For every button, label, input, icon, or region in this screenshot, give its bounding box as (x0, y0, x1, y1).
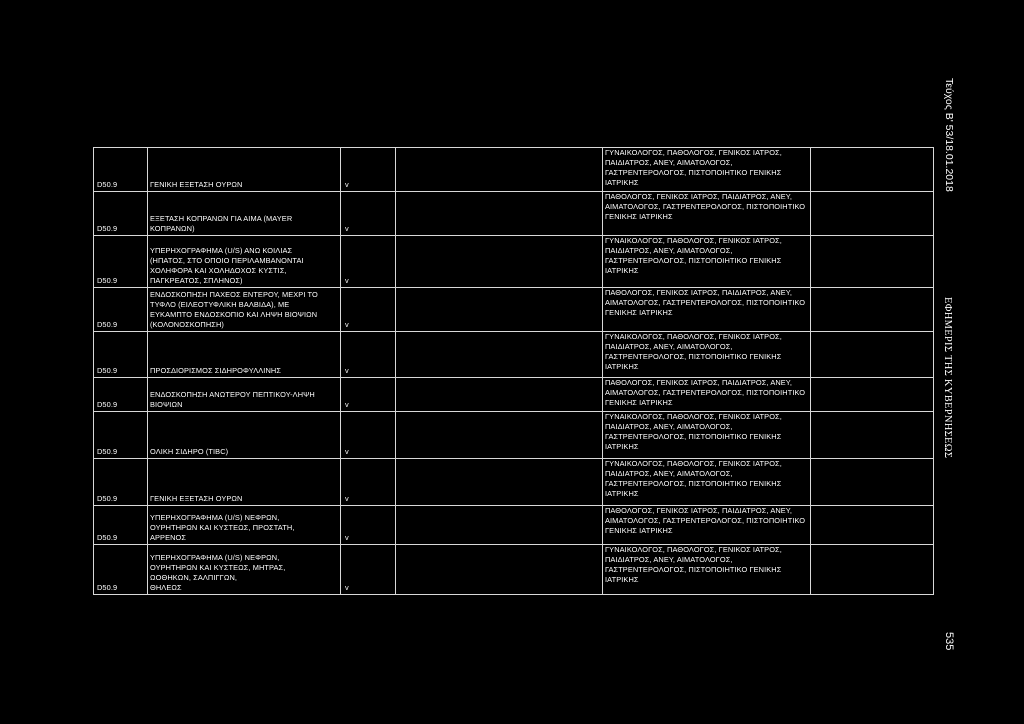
table-row (94, 545, 934, 595)
code-cell: D50.9 (94, 506, 148, 545)
code-cell: D50.9 (94, 378, 148, 412)
empty-cell (396, 192, 603, 236)
empty-cell (396, 332, 603, 378)
specialties-cell: ΓΥΝΑΙΚΟΛΟΓΟΣ, ΠΑΘΟΛΟΓΟΣ, ΓΕΝΙΚΟΣ ΙΑΤΡΟΣ, ΠΑΙΔΙΑΤΡΟΣ, ΑΝΕΥ, ΑΙΜΑΤΟΛΟΓΟΣ, ΓΑΣΤΡΕΝΤΕΡΟΛΟΓΟΣ, ΠΙΣΤΟΠΟΙΗΤΙΚΟ ΓΕΝΙΚΗΣ ΙΑΤΡΙΚΗΣ (603, 545, 811, 595)
table-row (94, 378, 934, 412)
empty-cell (811, 378, 934, 412)
prescription-table (93, 147, 934, 595)
table-row (94, 288, 934, 332)
empty-cell (396, 459, 603, 506)
exam-cell: ΓΕΝΙΚΗ ΕΞΕΤΑΣΗ ΟΥΡΩΝ (148, 148, 341, 192)
empty-cell (396, 412, 603, 459)
table-row (94, 148, 934, 192)
flag-cell: v (341, 459, 396, 506)
empty-cell (811, 288, 934, 332)
gazette-title: ΕΦΗΜΕΡΙΣ ΤΗΣ ΚΥΒΕΡΝΗΣΕΩΣ (942, 297, 953, 459)
exam-cell: ΠΡΟΣΔΙΟΡΙΣΜΟΣ ΣΙΔΗΡΟΦΥΛΛΙΝΗΣ (148, 332, 341, 378)
table-row (94, 236, 934, 288)
page-number: 535 (943, 632, 955, 651)
specialties-cell: ΠΑΘΟΛΟΓΟΣ, ΓΕΝΙΚΟΣ ΙΑΤΡΟΣ, ΠΑΙΔΙΑΤΡΟΣ, ΑΝΕΥ, ΑΙΜΑΤΟΛΟΓΟΣ, ΓΑΣΤΡΕΝΤΕΡΟΛΟΓΟΣ, ΠΙΣΤΟΠΟΙΗΤΙΚΟ ΓΕΝΙΚΗΣ ΙΑΤΡΙΚΗΣ (603, 192, 811, 236)
table-row (94, 412, 934, 459)
specialties-cell: ΓΥΝΑΙΚΟΛΟΓΟΣ, ΠΑΘΟΛΟΓΟΣ, ΓΕΝΙΚΟΣ ΙΑΤΡΟΣ, ΠΑΙΔΙΑΤΡΟΣ, ΑΝΕΥ, ΑΙΜΑΤΟΛΟΓΟΣ, ΓΑΣΤΡΕΝΤΕΡΟΛΟΓΟΣ, ΠΙΣΤΟΠΟΙΗΤΙΚΟ ΓΕΝΙΚΗΣ ΙΑΤΡΙΚΗΣ (603, 236, 811, 288)
exam-cell: ΕΞΕΤΑΣΗ ΚΟΠΡΑΝΩΝ ΓΙΑ ΑΙΜΑ (MAYER ΚΟΠΡΑΝΩΝ) (148, 192, 341, 236)
exam-cell: ΟΛΙΚΗ ΣΙΔΗΡΟ (TIBC) (148, 412, 341, 459)
flag-cell: v (341, 236, 396, 288)
flag-cell: v (341, 148, 396, 192)
empty-cell (811, 192, 934, 236)
flag-cell: v (341, 192, 396, 236)
exam-cell: ΥΠΕΡΗΧΟΓΡΑΦΗΜΑ (U/S) ΑΝΩ ΚΟΙΛΙΑΣ (ΗΠΑΤΟΣ, ΣΤΟ ΟΠΟΙΟ ΠΕΡΙΛΑΜΒΑΝΟΝΤΑΙ ΧΟΛΗΦΟΡΑ ΚΑΙ ΧΟΛΗΔΟΧΟΣ ΚΥΣΤΙΣ, ΠΑΓΚΡΕΑΤΟΣ, ΣΠΛΗΝΟΣ) (148, 236, 341, 288)
empty-cell (396, 378, 603, 412)
empty-cell (811, 459, 934, 506)
code-cell: D50.9 (94, 192, 148, 236)
table-row (94, 332, 934, 378)
empty-cell (396, 288, 603, 332)
exam-cell: ΥΠΕΡΗΧΟΓΡΑΦΗΜΑ (U/S) ΝΕΦΡΩΝ, ΟΥΡΗΤΗΡΩΝ ΚΑΙ ΚΥΣΤΕΩΣ, ΜΗΤΡΑΣ, ΩΟΘΗΚΩΝ, ΣΑΛΠΙΓΓΩΝ, ΘΗΛΕΩΣ (148, 545, 341, 595)
empty-cell (811, 412, 934, 459)
table-row (94, 459, 934, 506)
specialties-cell: ΓΥΝΑΙΚΟΛΟΓΟΣ, ΠΑΘΟΛΟΓΟΣ, ΓΕΝΙΚΟΣ ΙΑΤΡΟΣ, ΠΑΙΔΙΑΤΡΟΣ, ΑΝΕΥ, ΑΙΜΑΤΟΛΟΓΟΣ, ΓΑΣΤΡΕΝΤΕΡΟΛΟΓΟΣ, ΠΙΣΤΟΠΟΙΗΤΙΚΟ ΓΕΝΙΚΗΣ ΙΑΤΡΙΚΗΣ (603, 332, 811, 378)
empty-cell (396, 545, 603, 595)
code-cell: D50.9 (94, 288, 148, 332)
flag-cell: v (341, 378, 396, 412)
empty-cell (396, 236, 603, 288)
flag-cell: v (341, 412, 396, 459)
specialties-cell: ΠΑΘΟΛΟΓΟΣ, ΓΕΝΙΚΟΣ ΙΑΤΡΟΣ, ΠΑΙΔΙΑΤΡΟΣ, ΑΝΕΥ, ΑΙΜΑΤΟΛΟΓΟΣ, ΓΑΣΤΡΕΝΤΕΡΟΛΟΓΟΣ, ΠΙΣΤΟΠΟΙΗΤΙΚΟ ΓΕΝΙΚΗΣ ΙΑΤΡΙΚΗΣ (603, 506, 811, 545)
table-row (94, 506, 934, 545)
code-cell: D50.9 (94, 148, 148, 192)
issue-label: Τεύχος Β' 53/18.01.2018 (943, 78, 955, 192)
specialties-cell: ΓΥΝΑΙΚΟΛΟΓΟΣ, ΠΑΘΟΛΟΓΟΣ, ΓΕΝΙΚΟΣ ΙΑΤΡΟΣ, ΠΑΙΔΙΑΤΡΟΣ, ΑΝΕΥ, ΑΙΜΑΤΟΛΟΓΟΣ, ΓΑΣΤΡΕΝΤΕΡΟΛΟΓΟΣ, ΠΙΣΤΟΠΟΙΗΤΙΚΟ ΓΕΝΙΚΗΣ ΙΑΤΡΙΚΗΣ (603, 412, 811, 459)
specialties-cell: ΠΑΘΟΛΟΓΟΣ, ΓΕΝΙΚΟΣ ΙΑΤΡΟΣ, ΠΑΙΔΙΑΤΡΟΣ, ΑΝΕΥ, ΑΙΜΑΤΟΛΟΓΟΣ, ΓΑΣΤΡΕΝΤΕΡΟΛΟΓΟΣ, ΠΙΣΤΟΠΟΙΗΤΙΚΟ ΓΕΝΙΚΗΣ ΙΑΤΡΙΚΗΣ (603, 288, 811, 332)
empty-cell (811, 506, 934, 545)
table-row (94, 192, 934, 236)
specialties-cell: ΓΥΝΑΙΚΟΛΟΓΟΣ, ΠΑΘΟΛΟΓΟΣ, ΓΕΝΙΚΟΣ ΙΑΤΡΟΣ, ΠΑΙΔΙΑΤΡΟΣ, ΑΝΕΥ, ΑΙΜΑΤΟΛΟΓΟΣ, ΓΑΣΤΡΕΝΤΕΡΟΛΟΓΟΣ, ΠΙΣΤΟΠΟΙΗΤΙΚΟ ΓΕΝΙΚΗΣ ΙΑΤΡΙΚΗΣ (603, 459, 811, 506)
flag-cell: v (341, 506, 396, 545)
exam-cell: ΓΕΝΙΚΗ ΕΞΕΤΑΣΗ ΟΥΡΩΝ (148, 459, 341, 506)
specialties-cell: ΠΑΘΟΛΟΓΟΣ, ΓΕΝΙΚΟΣ ΙΑΤΡΟΣ, ΠΑΙΔΙΑΤΡΟΣ, ΑΝΕΥ, ΑΙΜΑΤΟΛΟΓΟΣ, ΓΑΣΤΡΕΝΤΕΡΟΛΟΓΟΣ, ΠΙΣΤΟΠΟΙΗΤΙΚΟ ΓΕΝΙΚΗΣ ΙΑΤΡΙΚΗΣ (603, 378, 811, 412)
code-cell: D50.9 (94, 545, 148, 595)
exam-cell: ΕΝΔΟΣΚΟΠΗΣΗ ΑΝΩΤΕΡΟΥ ΠΕΠΤΙΚΟΥ-ΛΗΨΗ ΒΙΟΨΙΩΝ (148, 378, 341, 412)
code-cell: D50.9 (94, 459, 148, 506)
code-cell: D50.9 (94, 236, 148, 288)
empty-cell (811, 236, 934, 288)
exam-cell: ΥΠΕΡΗΧΟΓΡΑΦΗΜΑ (U/S) ΝΕΦΡΩΝ, ΟΥΡΗΤΗΡΩΝ ΚΑΙ ΚΥΣΤΕΩΣ, ΠΡΟΣΤΑΤΗ, ΑΡΡΕΝΟΣ (148, 506, 341, 545)
specialties-cell: ΓΥΝΑΙΚΟΛΟΓΟΣ, ΠΑΘΟΛΟΓΟΣ, ΓΕΝΙΚΟΣ ΙΑΤΡΟΣ, ΠΑΙΔΙΑΤΡΟΣ, ΑΝΕΥ, ΑΙΜΑΤΟΛΟΓΟΣ, ΓΑΣΤΡΕΝΤΕΡΟΛΟΓΟΣ, ΠΙΣΤΟΠΟΙΗΤΙΚΟ ΓΕΝΙΚΗΣ ΙΑΤΡΙΚΗΣ (603, 148, 811, 192)
empty-cell (811, 545, 934, 595)
flag-cell: v (341, 332, 396, 378)
empty-cell (811, 332, 934, 378)
flag-cell: v (341, 288, 396, 332)
empty-cell (396, 148, 603, 192)
exam-cell: ΕΝΔΟΣΚΟΠΗΣΗ ΠΑΧΕΟΣ ΕΝΤΕΡΟΥ, ΜΕΧΡΙ ΤΟ ΤΥΦΛΟ (ΕΙΛΕΟΤΥΦΛΙΚΗ ΒΑΛΒΙΔΑ), ΜΕ ΕΥΚΑΜΠΤΟ ΕΝΔΟΣΚΟΠΙΟ ΚΑΙ ΛΗΨΗ ΒΙΟΨΙΩΝ (ΚΟΛΟΝΟΣΚΟΠΗΣΗ) (148, 288, 341, 332)
code-cell: D50.9 (94, 412, 148, 459)
flag-cell: v (341, 545, 396, 595)
empty-cell (811, 148, 934, 192)
empty-cell (396, 506, 603, 545)
code-cell: D50.9 (94, 332, 148, 378)
